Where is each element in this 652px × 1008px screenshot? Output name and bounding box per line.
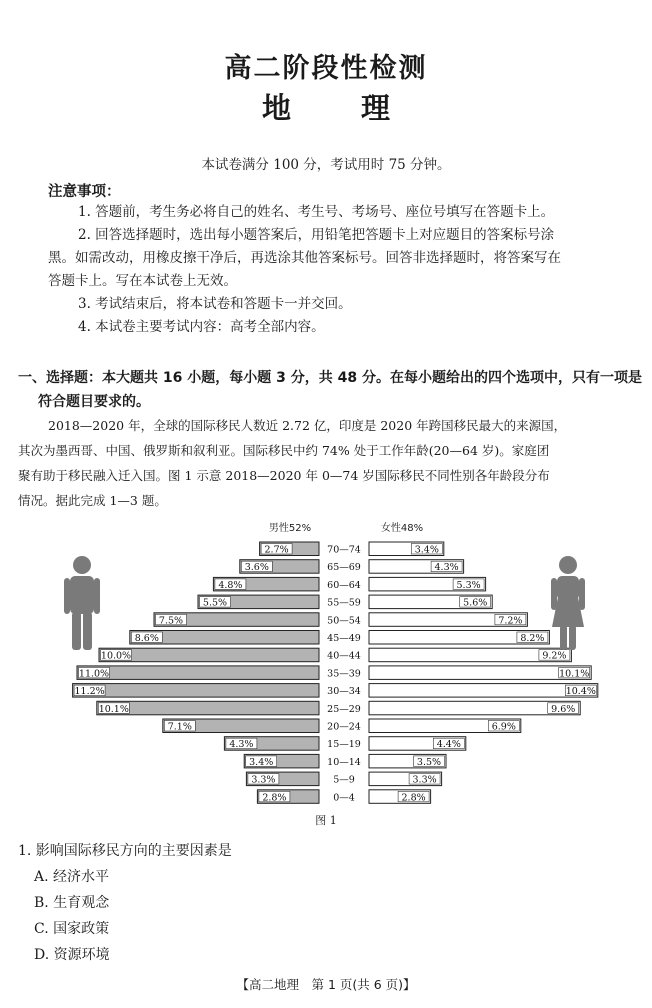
passage-line-3: 聚有助于移民融入迁入国。图 1 示意 2018—2020 年 0—74 岁国际移民不同性别各年龄段分布 [18,468,550,483]
male-value-label: 8.6% [134,633,159,644]
question-1-stem: 1. 影响国际移民方向的主要因素是 [18,843,232,859]
age-group-label: 65—69 [327,562,361,574]
age-group-label: 0—4 [333,792,355,804]
age-group-label: 55—59 [327,597,361,609]
female-value-label: 3.3% [412,774,437,786]
section-line-2: 符合题目要求的。 [38,394,150,410]
female-value-label: 10.1% [559,668,590,680]
male-bar [97,701,319,715]
female-figure-icon [551,556,585,650]
notice-line-1: 1. 答题前，考生务必将自己的姓名、考生号、考场号、座位号填写在答题卡上。 [78,204,555,220]
section-line-1: 一、选择题：本大题共 16 小题，每小题 3 分，共 48 分。在每小题给出的四个选项中，只有一项是 [18,370,642,386]
male-series-label: 男性52% [268,523,312,534]
age-group-label: 35—39 [327,668,361,680]
male-value-label: 5.5% [202,597,228,609]
notice-line-5: 3. 考试结束后，将本试卷和答题卡一并交回。 [78,296,352,312]
male-value-label: 10.0% [100,650,132,662]
age-group-label: 15—19 [327,739,361,751]
question-1-option-b: B. 生育观念 [34,895,110,911]
female-value-label: 3.5% [416,756,442,768]
male-value-label: 10.1% [98,703,129,715]
female-value-label: 3.4% [414,544,439,556]
female-value-label: 2.8% [401,792,426,804]
female-value-label: 4.3% [434,562,459,574]
age-group-label: 5—9 [333,774,355,786]
female-value-label: 5.6% [463,597,488,609]
subject-char-2: 理 [361,91,391,125]
subject-title [0,86,652,127]
notice-heading: 注意事项： [48,184,121,200]
figure-caption: 图 1 [315,814,337,827]
question-1-option-a: A. 经济水平 [34,869,110,885]
question-1-option-c: C. 国家政策 [34,921,110,937]
exam-info: 本试卷满分 100 分，考试用时 75 分钟。 [201,157,451,173]
male-value-label: 4.8% [218,579,243,591]
male-value-label: 3.6% [244,562,269,574]
female-value-label: 7.2% [498,615,523,627]
question-1-option-d: D. 资源环境 [34,947,110,963]
male-bar [73,684,319,698]
notice-line-6: 4. 本试卷主要考试内容：高考全部内容。 [78,319,325,335]
subject-char-1: 地 [261,91,291,125]
female-value-label: 4.4% [436,739,461,751]
population-pyramid-chart [0,515,652,810]
female-value-label: 9.2% [542,650,567,662]
female-value-label: 9.6% [551,703,576,715]
age-group-label: 45—49 [327,633,361,644]
male-value-label: 4.3% [229,739,254,751]
male-value-label: 11.2% [74,686,105,698]
male-bar [99,648,319,662]
female-bar [369,684,598,698]
male-value-label: 7.1% [167,721,192,733]
female-bar [369,666,591,680]
age-group-label: 40—44 [327,650,361,662]
male-value-label: 2.7% [264,544,289,556]
female-value-label: 10.4% [565,686,596,698]
passage-line-4: 情况。据此完成 1—3 题。 [18,493,167,508]
male-value-label: 7.5% [158,615,184,627]
female-series-label: 女性48% [380,523,424,534]
page-footer: 【高二地理 第 1 页(共 6 页)】 [236,977,416,992]
passage-line-2: 其次为墨西哥、中国、俄罗斯和叙利亚。国际移民中约 74% 处于工作年龄(20—64 岁)。家庭团 [18,443,550,458]
female-value-label: 5.3% [456,579,481,591]
male-bar [77,666,319,680]
section-heading [18,366,642,414]
age-group-label: 20—24 [327,721,361,733]
notice-line-4: 答题卡上。写在本试卷上无效。 [48,273,237,289]
male-value-label: 11.0% [78,668,110,680]
male-value-label: 2.8% [262,792,287,804]
age-group-label: 60—64 [327,579,361,591]
male-value-label: 3.3% [251,774,276,786]
age-group-label: 10—14 [327,756,361,768]
male-figure-icon [64,556,100,650]
notice-line-3: 黑。如需改动，用橡皮擦干净后，再选涂其他答案标号。回答非选择题时，将答案写在 [48,250,561,266]
exam-title: 高二阶段性检测 [224,53,428,84]
age-group-label: 50—54 [327,615,361,627]
female-value-label: 6.9% [491,721,516,733]
male-value-label: 3.4% [249,756,274,768]
passage-line-1: 2018—2020 年，全球的国际移民人数近 2.72 亿，印度是 2020 年跨国移民最大的来源国， [48,418,567,433]
female-value-label: 8.2% [520,633,545,644]
age-group-label: 30—34 [327,686,361,698]
notice-line-2: 2. 回答选择题时，选出每小题答案后，用铅笔把答题卡上对应题目的答案标号涂 [78,227,555,243]
age-group-label: 70—74 [327,544,361,556]
age-group-label: 25—29 [327,703,361,715]
